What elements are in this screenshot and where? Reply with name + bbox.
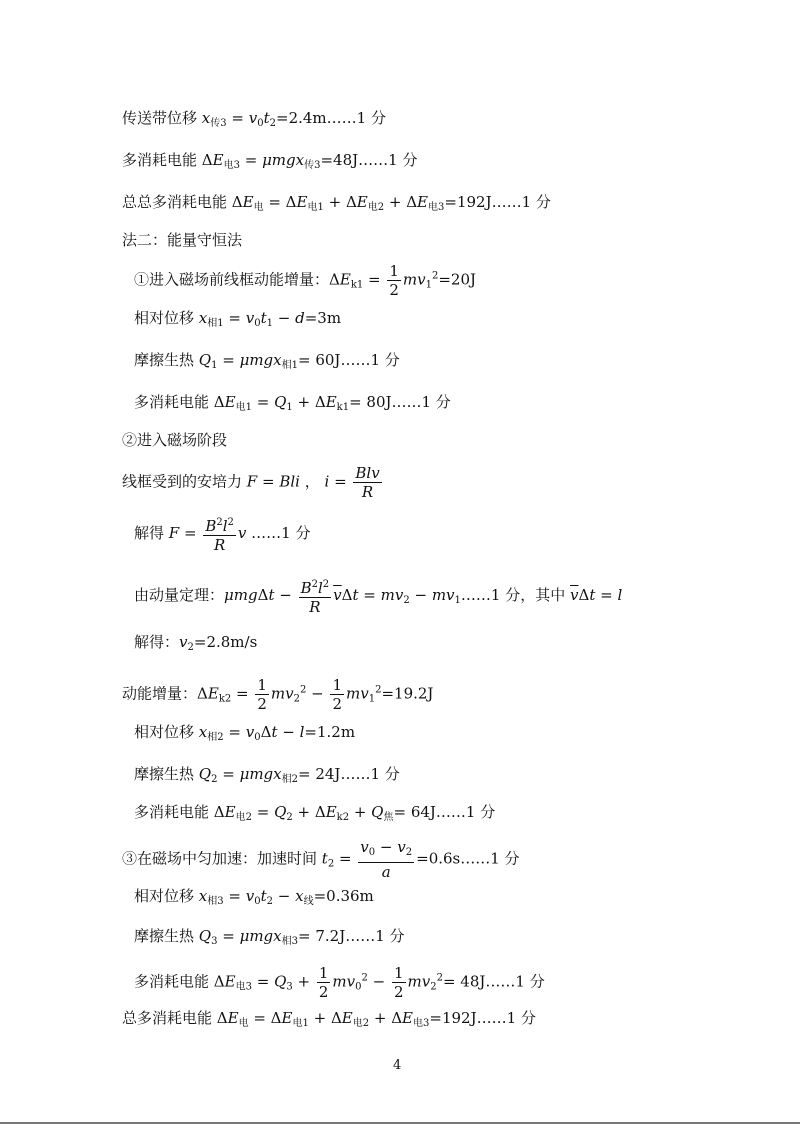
- line-14: 动能增量：$\Delta E_{k2}$ = $\frac{1}{2}$ $mv_2^2$ − $\frac{1}{2}$ $mv_1^2=19.2J$: [122, 676, 434, 713]
- line-22: 总多消耗电能 $\Delta E_电 = \Delta E_{电1} + \Delta E_{电2}$ + $\Delta E_{电3}=192J\dots\dots 1$ 分: [122, 1009, 536, 1029]
- score: ……1 分: [460, 586, 521, 604]
- line-12: 由动量定理：μmgΔt − $\frac{B^2l^2}{R}$ $\overline{v}\Delta t = mv_2$ − $mv_1\dots\dots 1$ 分，其中 $\overline{v}\Delta t = l$: [134, 576, 622, 616]
- text: 解得：: [134, 633, 180, 651]
- text: 总总多消耗电能: [122, 193, 232, 211]
- score: ……1 分: [345, 927, 405, 945]
- result: =192J: [429, 1009, 477, 1027]
- result: = 60J: [298, 351, 341, 369]
- result: = 7.2J: [298, 927, 346, 945]
- result: = 64J: [393, 803, 436, 821]
- line-18: ③在磁场中匀加速：加速时间 $t_2$ = $\frac{v_0 - v_2}{a}$ =0.6s……1 分: [122, 838, 520, 881]
- line-9: ②进入磁场阶段: [122, 431, 228, 449]
- score: ……1 分: [435, 803, 496, 821]
- text: 线框受到的安培力: [122, 472, 247, 491]
- score: ……1 分: [460, 849, 520, 868]
- line-8: 多消耗电能 $\Delta E_{电1} = Q_1 + \Delta E_{k1}=$ 80J……1 分: [134, 393, 451, 413]
- score: ……1 分: [358, 151, 418, 169]
- result: =19.2J: [381, 684, 434, 703]
- text: 多消耗电能: [134, 972, 214, 991]
- result: =0.6s: [416, 849, 461, 868]
- result: =1.2m: [304, 723, 356, 741]
- text: ①进入磁场前线框动能增量：: [134, 270, 330, 289]
- result: =2.8m/s: [193, 633, 258, 651]
- score: ……1 分: [326, 109, 386, 127]
- line-11: 解得 F = $\frac{B^2l^2}{R}$ v ……1 分: [134, 514, 310, 554]
- line-4: 法二：能量守恒法: [122, 231, 243, 249]
- line-7: 摩擦生热 $Q_1 = \mu mgx_{相1}=$ 60J……1 分: [134, 351, 400, 371]
- score: ……1 分: [476, 1009, 536, 1027]
- line-16: 摩擦生热 $Q_2 = \mu mgx_{相2}=$ 24J……1 分: [134, 765, 400, 785]
- line-15: 相对位移 $x_{相2} = v_0\Delta t - l=1.2m$: [134, 723, 356, 743]
- text: 相对位移: [134, 309, 199, 327]
- result: =0.36m: [313, 887, 374, 905]
- line-20: 摩擦生热 $Q_3 = \mu mgx_{相3}=$ 7.2J……1 分: [134, 927, 405, 947]
- text: 摩擦生热: [134, 765, 199, 783]
- result: =20J: [438, 270, 477, 289]
- text: 多消耗电能: [134, 393, 214, 411]
- result: =192J: [444, 193, 492, 211]
- text: 相对位移: [134, 723, 199, 741]
- text: 摩擦生热: [134, 351, 199, 369]
- text: 由动量定理：: [134, 586, 225, 604]
- line-21: 多消耗电能 $\Delta E_{电3} = Q_3$ + $\frac{1}{2}$ $mv_0^2$ − $\frac{1}{2}$ $mv_2^2=$ 48J……1 分: [134, 964, 545, 1001]
- score: ……1 分: [251, 524, 311, 542]
- line-17: 多消耗电能 $\Delta E_{电2} = Q_2 + \Delta E_{k2} + Q_焦=$ 64J……1 分: [134, 803, 496, 823]
- score: ……1 分: [491, 193, 551, 211]
- line-5: ①进入磁场前线框动能增量：$\Delta E_{k1}$ = $\frac{1}{2}$ $mv_1^2=20J$: [134, 262, 477, 299]
- line-10: 线框受到的安培力 F = Bli ， i = $\frac{\text{Blv}}{R}$: [122, 464, 380, 501]
- text: 总多消耗电能: [122, 1009, 217, 1027]
- line-3: 总总多消耗电能 $\Delta E_电 = \Delta E_{电1} + \Delta E_{电2}$ + $\Delta E_{电3}=192J\dots\dots 1$ 分: [122, 193, 551, 213]
- page-number: 4: [393, 1058, 402, 1073]
- text: 多消耗电能: [134, 803, 214, 821]
- score: ……1 分: [340, 351, 400, 369]
- text: ③在磁场中匀加速：加速时间: [122, 849, 322, 868]
- score: ……1 分: [391, 393, 451, 411]
- text: 多消耗电能: [122, 151, 202, 169]
- result: = 80J: [349, 393, 392, 411]
- text: 解得: [134, 524, 169, 542]
- result: =3m: [304, 309, 342, 327]
- text: 相对位移: [134, 887, 199, 905]
- text: 传送带位移: [122, 109, 202, 127]
- result: = 24J: [298, 765, 341, 783]
- result: = 48J: [442, 972, 486, 991]
- line-13: 解得：$v_2=2.8m/s$: [134, 633, 258, 653]
- text: 摩擦生热: [134, 927, 199, 945]
- line-19: 相对位移 $x_{相3} = v_0t_2 - x_线=0.36m$: [134, 887, 374, 907]
- text: 动能增量：: [122, 684, 198, 703]
- result: =2.4m: [276, 109, 327, 127]
- score: ……1 分: [485, 972, 545, 991]
- score: ……1 分: [340, 765, 400, 783]
- page-bottom-edge: [0, 1122, 800, 1124]
- line-2: 多消耗电能 $\Delta E_{电3}$ = μmgx$_{传3}$=48J……1 分: [122, 151, 418, 171]
- line-6: 相对位移 $x_{相1} = v_0t_1 - d=3m$: [134, 309, 342, 329]
- line-1: 传送带位移 $x_{传3}$ = $v_0t_2=2.4m\dots\dots 1$ 分: [122, 109, 386, 129]
- result: =48J: [320, 151, 359, 169]
